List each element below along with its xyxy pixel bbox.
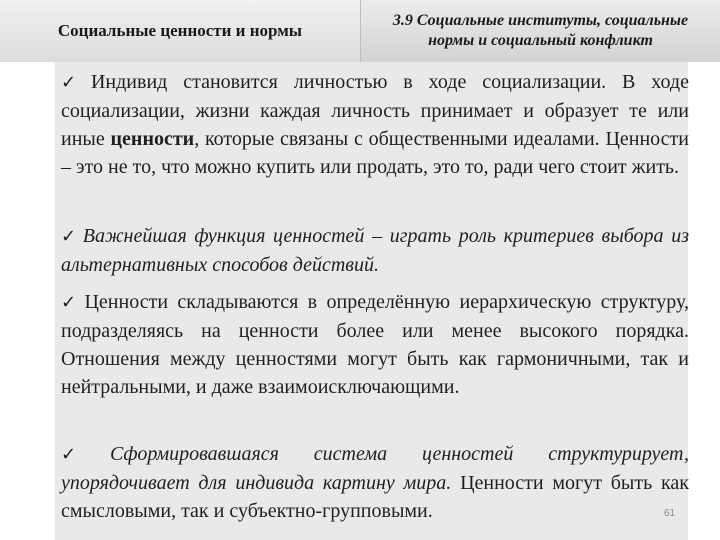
checkmark-icon: ✓ [61,226,79,247]
slide-title: Социальные ценности и нормы [57,21,303,40]
paragraph-socialization [61,68,689,181]
paragraph-text-italic: Сформировавшаяся система ценностей структурирует, упорядочивает для индивида картину мира. [61,443,689,494]
section-title-line1: 3.9 Социальные институты, социальные [392,12,689,29]
paragraph-text: Ценности могут быть как смысловыми, так и субъектно-групповыми. [61,472,689,522]
paragraph-text: , которые связаны с общественными идеалами. Ценности – это не то, что можно купить или продать, это то, ради чего стоит жить. [61,128,689,178]
checkmark-icon: ✓ [61,292,81,313]
paragraph-bold-term: ценности [110,128,195,150]
paragraph-text: Индивид становится личностью в ходе социализации. В ходе социализации, жизни каждая личность принимает и образует те или иные [61,71,689,150]
slide-content [55,62,688,540]
paragraph-system [61,440,689,525]
page-number: 61 [664,508,676,519]
checkmark-icon: ✓ [61,444,106,465]
paragraph-hierarchy [61,288,689,401]
paragraph-text-italic: Важнейшая функция ценностей – играть роль критериев выбора из альтернативных способов действий. [61,225,689,276]
checkmark-icon: ✓ [61,72,87,93]
section-title-bar [361,0,720,62]
section-title-line2: нормы и социальный конфликт [428,32,653,49]
paragraph-text: Ценности складываются в определённую иерархическую структуру, подразделяясь на ценности более или менее высокого порядка. Отношения между ценностями могут быть как гармоничными, так и нейтральными, и даже взаимоисключающими. [61,291,689,398]
slide-title-bar [0,0,361,62]
paragraph-function [61,222,689,279]
